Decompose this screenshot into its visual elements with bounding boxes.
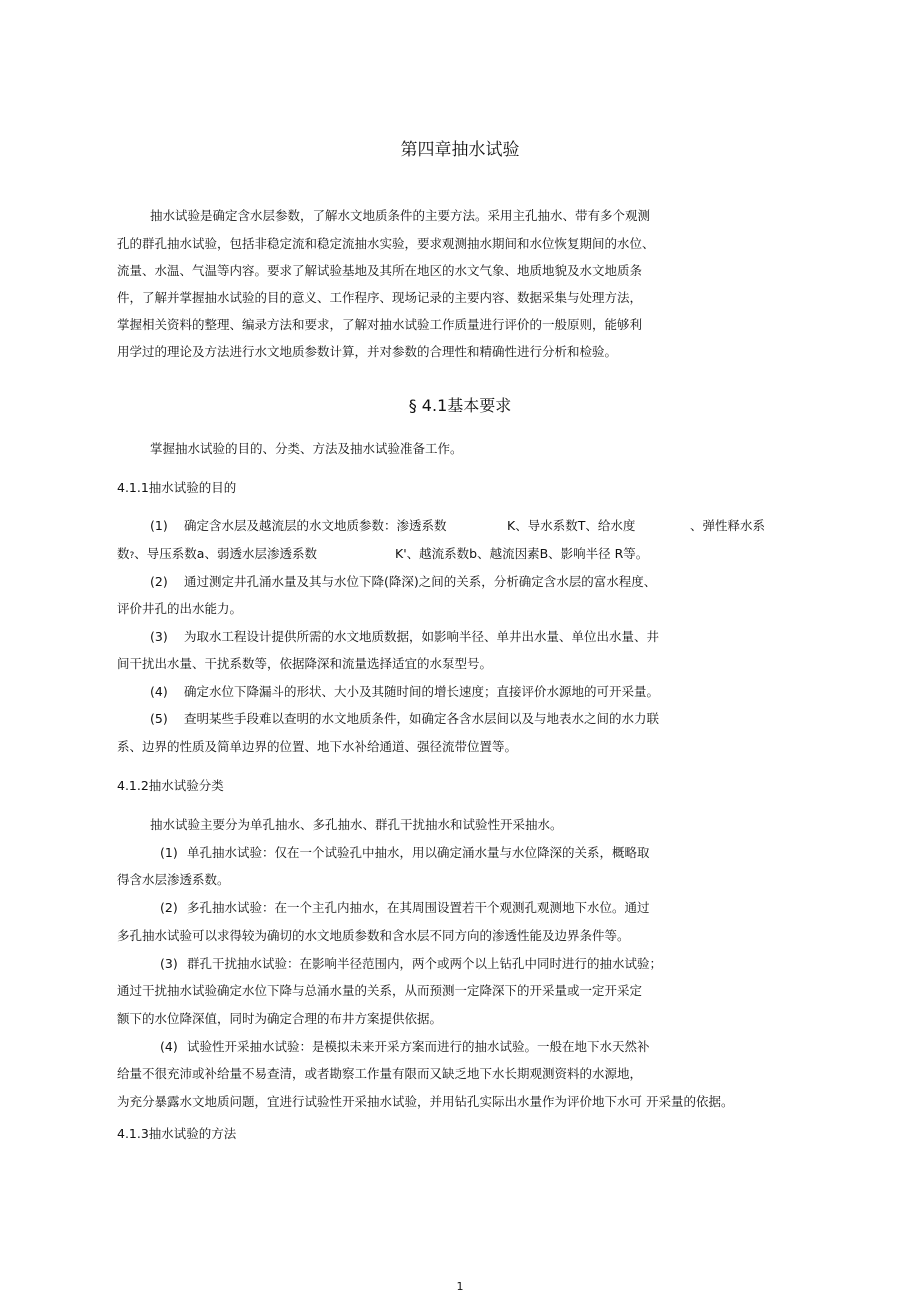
item-4-number: (4) <box>150 684 168 699</box>
chapter-title: 第四章抽水试验 <box>400 140 520 160</box>
class-2-line-2: 多孔抽水试验可以求得较为确切的水文地质参数和含水层不同方向的渗透性能及边界条件等。 <box>117 928 630 943</box>
item-3-number: (3) <box>150 629 168 644</box>
intro-line-3: 流量、水温、气温等内容。要求了解试验基地及其所在地区的水文气象、地质地貌及水文地质条 <box>117 263 643 278</box>
intro-line-4: 件，了解并掌握抽水试验的目的意义、工作程序、现场记录的主要内容、数据采集与处理方法， <box>117 290 643 305</box>
item-1-text-b: K、导水系数T、给水度 <box>507 518 636 533</box>
class-1-line-1: 单孔抽水试验：仅在一个试验孔中抽水，用以确定涌水量与水位降深的关系，概略取 <box>187 845 650 860</box>
classification-intro: 抽水试验主要分为单孔抽水、多孔抽水、群孔干扰抽水和试验性开采抽水。 <box>150 817 563 832</box>
item-1-text-f: K'、越流系数b、越流因素B、影响半径 R等。 <box>395 546 649 561</box>
item-1-text-e: 、导压系数a、弱透水层渗透系数 <box>134 546 317 561</box>
heading-4-1-2: 4.1.2抽水试验分类 <box>117 778 224 793</box>
item-2-line-1: 通过测定井孔涌水量及其与水位下降(降深)之间的关系，分析确定含水层的富水程度、 <box>184 574 657 589</box>
class-1-line-2: 得含水层渗透系数。 <box>117 872 230 887</box>
class-1-number: (1) <box>160 845 178 860</box>
item-3-line-1: 为取水工程设计提供所需的水文地质数据，如影响半径、单井出水量、单位出水量、井 <box>184 629 660 644</box>
class-2-number: (2) <box>160 900 178 915</box>
class-4-line-1: 试验性开采抽水试验：是模拟未来开采方案而进行的抽水试验。一般在地下水天然补 <box>187 1039 650 1054</box>
class-4-number: (4) <box>160 1039 178 1054</box>
intro-line-1: 抽水试验是确定含水层参数，了解水文地质条件的主要方法。采用主孔抽水、带有多个观测 <box>150 208 651 223</box>
class-4-line-3: 为充分暴露水文地质问题，宜进行试验性开采抽水试验，并用钻孔实际出水量作为评价地下水可 开采量的依据。 <box>117 1094 734 1109</box>
intro-line-5: 掌握相关资料的整理、编录方法和要求，了解对抽水试验工作质量进行评价的一般原则，能够利 <box>117 317 643 332</box>
item-1-text-a: 确定含水层及越流层的水文地质参数：渗透系数 <box>184 518 447 533</box>
item-4-line-1: 确定水位下降漏斗的形状、大小及其随时间的增长速度；直接评价水源地的可开采量。 <box>184 684 660 699</box>
item-2-number: (2) <box>150 574 168 589</box>
class-4-line-2: 给量不很充沛或补给量不易查清，或者勘察工作量有限而又缺乏地下水长期观测资料的水源地， <box>117 1066 643 1081</box>
intro-line-6: 用学过的理论及方法进行水文地质参数计算，并对参数的合理性和精确性进行分析和检验。 <box>117 344 618 359</box>
section-intro: 掌握抽水试验的目的、分类、方法及抽水试验准备工作。 <box>150 441 463 456</box>
item-1-text-c: 、弹性释水系 <box>690 518 766 533</box>
item-5-number: (5) <box>150 711 168 726</box>
class-3-line-1: 群孔干扰抽水试验：在影响半径范围内，两个或两个以上钻孔中同时进行的抽水试验； <box>187 956 663 971</box>
heading-4-1-1: 4.1.1抽水试验的目的 <box>117 480 237 495</box>
class-3-line-3: 额下的水位降深值，同时为确定合理的布井方案提供依据。 <box>117 1011 443 1026</box>
item-1-text-d: 数 <box>117 546 130 561</box>
item-1-line-2 <box>117 546 317 564</box>
item-5-line-2: 系、边界的性质及简单边界的位置、地下水补给通道、强径流带位置等。 <box>117 739 518 754</box>
page-number: 1 <box>456 1280 464 1293</box>
class-3-number: (3) <box>160 956 178 971</box>
item-1-sub: ? <box>129 551 135 561</box>
item-1-number: (1) <box>150 518 168 533</box>
class-3-line-2: 通过干扰抽水试验确定水位下降与总涌水量的关系，从而预测一定降深下的开采量或一定开采定 <box>117 983 643 998</box>
item-5-line-1: 查明某些手段难以查明的水文地质条件，如确定各含水层间以及与地表水之间的水力联 <box>184 711 660 726</box>
item-2-line-2: 评价井孔的出水能力。 <box>117 601 243 616</box>
intro-line-2: 孔的群孔抽水试验，包括非稳定流和稳定流抽水实验，要求观测抽水期间和水位恢复期间的水位、 <box>117 236 655 251</box>
class-2-line-1: 多孔抽水试验：在一个主孔内抽水，在其周围设置若干个观测孔观测地下水位。通过 <box>187 900 650 915</box>
heading-4-1-3: 4.1.3抽水试验的方法 <box>117 1126 237 1141</box>
section-title: § 4.1基本要求 <box>408 396 512 415</box>
item-3-line-2: 间干扰出水量、干扰系数等，依据降深和流量选择适宜的水泵型号。 <box>117 656 493 671</box>
